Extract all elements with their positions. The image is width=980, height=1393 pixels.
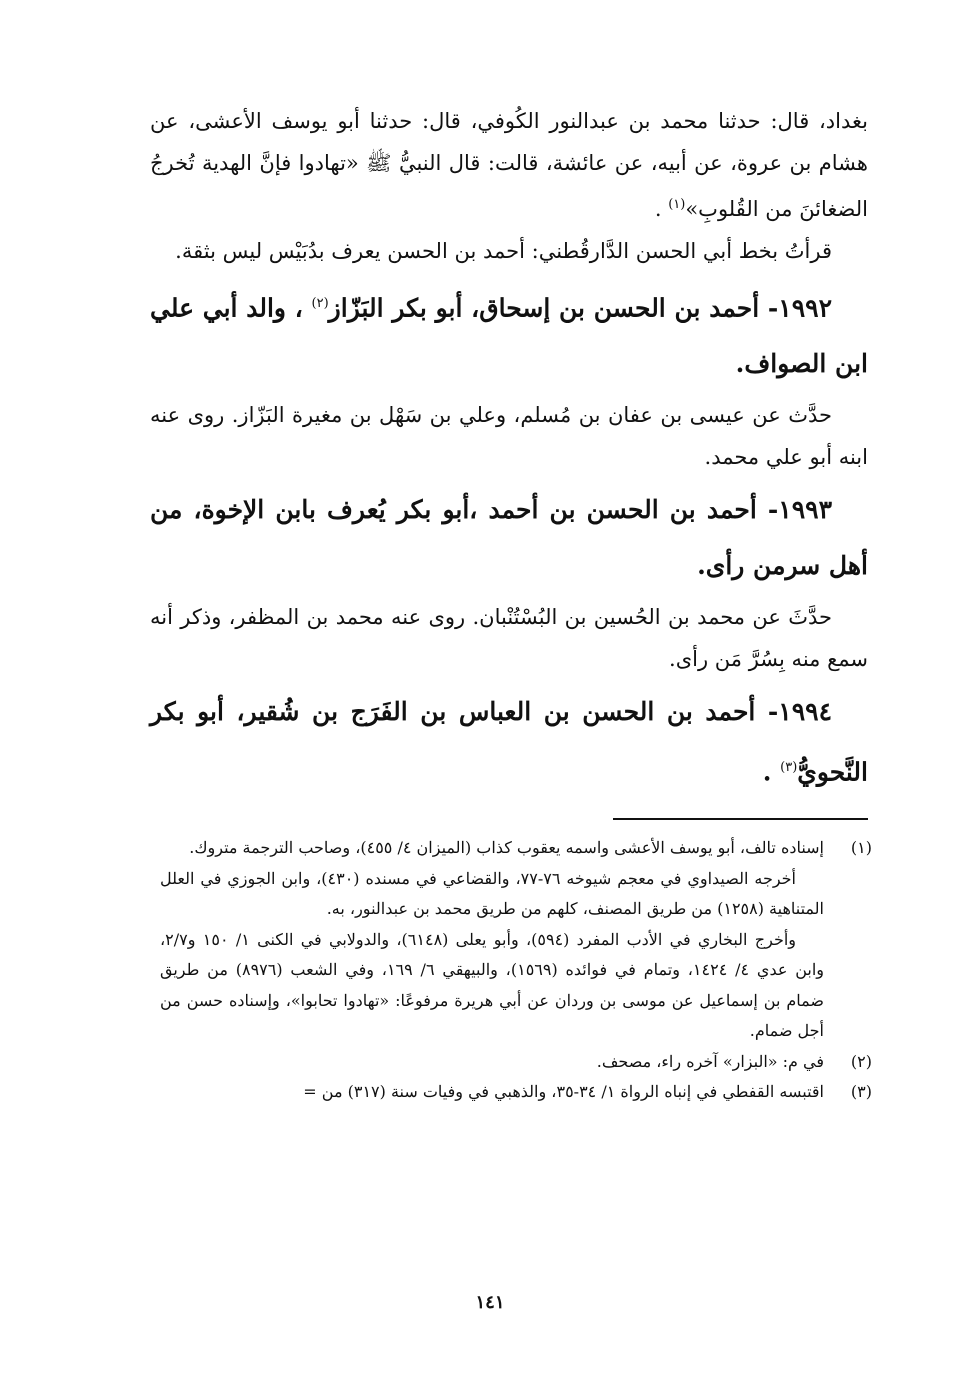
entry-1994-heading-end: . — [762, 757, 781, 787]
footnote-divider — [613, 818, 868, 820]
page-number: ١٤١ — [475, 1292, 505, 1313]
footnotes — [160, 833, 872, 1108]
footnote-2-text: في م: «البزار» آخره راء، مصحف. — [596, 1051, 824, 1071]
footnote-1-continuation-2: وأخرج البخاري في الأدب المفرد (٥٩٤)، وأبو يعلى (٦١٤٨)، والدولابي في الكنى ١/ ١٥٠ و٢/٧، وابن عدي ٤/ ١٤٢٤، وتمام في فوائده (١٥٦٩)، والبيهقي ٦/ ١٦٩، وفي الشعب (٨٩٧٦) من طريق ضمام بن إسماعيل عن موسى بن وردان عن أبي هريرة مرفوعًا: «تهادوا تحابوا»، وإسناده حسن من أجل ضمام. — [160, 929, 825, 1040]
entry-1992 — [150, 276, 868, 392]
entry-1994-heading: ١٩٩٤- أحمد بن الحسن بن العباس بن الفَرَج بن شُقير، أبو بكر النَّحويُّ — [150, 697, 868, 787]
footnote-1-text: إسناده تالف، أبو يوسف الأعشى واسمه يعقوب كذاب (الميزان ٤/ ٤٥٥)، وصاحب الترجمة متروك. — [189, 838, 824, 857]
paragraph-1-end: . — [654, 197, 669, 221]
paragraph-1-text: بغداد، قال: حدثنا محمد بن عبدالنور الكُوفي، قال: حدثنا أبو يوسف الأعشى، عن هشام بن عروة، عن أبيه، عن عائشة، قالت: قال النبيُّ ﷺ «تهادوا فإنَّ الهدية تُخرجُ الضغائنَ من القُلوبِ» — [150, 109, 868, 221]
paragraph-4: حدَّثَ عن محمد بن الحُسين بن البُسْتُنْبان. روى عنه محمد بن المظفر، وذكر أنه سمع منه بِسُرَّ مَن رأى. — [150, 605, 868, 672]
footnote-1 — [160, 833, 872, 864]
footnote-3-text: اقتبسه القفطي في إنباه الرواة ١/ ٣٤-٣٥، والذهبي في وفيات سنة (٣١٧) من = — [303, 1082, 824, 1101]
paragraph-3: حدَّث عن عيسى بن عفان بن مُسلم، وعلي بن سَهْل بن مغيرة البَزّاز. روى عنه ابنه أبو علي محمد. — [150, 403, 868, 470]
footnote-ref-2[interactable]: (٢) — [311, 296, 329, 311]
footnote-2-number: (٢) — [850, 1051, 872, 1071]
entry-1992-heading: ١٩٩٢- أحمد بن الحسن بن إسحاق، أبو بكر البَزّاز — [328, 293, 833, 323]
entry-1993: ١٩٩٣- أحمد بن الحسن بن أحمد ،أبو بكر يُعرف بابن الإخوة، من أهل سرمن رأى. — [150, 495, 868, 581]
footnote-ref-3[interactable]: (٣) — [780, 760, 798, 776]
entry-1994 — [150, 684, 868, 800]
footnote-3 — [160, 1077, 872, 1108]
footnote-1-number: (١) — [850, 838, 872, 857]
footnote-2 — [160, 1047, 872, 1078]
footnote-ref-1[interactable]: (١) — [668, 197, 686, 212]
footnote-3-number: (٣) — [850, 1082, 872, 1101]
entry-1992-heading-end: ، والد أبي علي ابن الصواف. — [150, 293, 868, 379]
paragraph-2: قرأتُ بخط أبي الحسن الدَّارقُطني: أحمد بن الحسن يعرف بدُبَيْس ليس بثقة. — [175, 239, 832, 263]
footnote-1-continuation-1: أخرجه الصيداوي في معجم شيوخه ٧٦-٧٧، والقضاعي في مسنده (٤٣٠)، وابن الجوزي في العلل المتناهية (١٢٥٨) من طريق المصنف، كلهم من طريق محمد بن عبدالنور، به. — [160, 868, 824, 918]
main-text — [150, 100, 868, 803]
paragraph-1 — [150, 100, 868, 230]
